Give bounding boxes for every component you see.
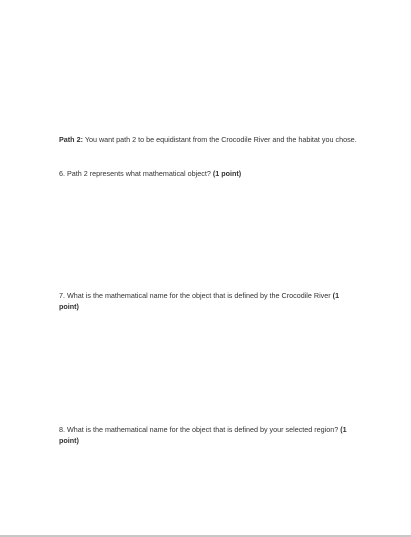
path-2-label: Path 2:: [59, 135, 83, 144]
path-2-instructions: [59, 134, 359, 145]
question-6: [59, 168, 359, 179]
question-6-points: (1 point): [212, 169, 242, 178]
question-8: [59, 424, 359, 446]
question-8-text: 8. What is the mathematical name for the object that is defined by your selected region?: [59, 425, 341, 434]
question-7-text: 7. What is the mathematical name for the object that is defined by the Crocodile River: [59, 291, 333, 300]
path-2-description: You want path 2 to be equidistant from the Crocodile River and the habitat you chose.: [82, 135, 357, 144]
question-6-text: 6. Path 2 represents what mathematical object?: [59, 169, 213, 178]
question-8-points: (1 point): [59, 425, 347, 445]
question-7-points: (1 point): [59, 291, 340, 311]
question-7: [59, 290, 359, 312]
